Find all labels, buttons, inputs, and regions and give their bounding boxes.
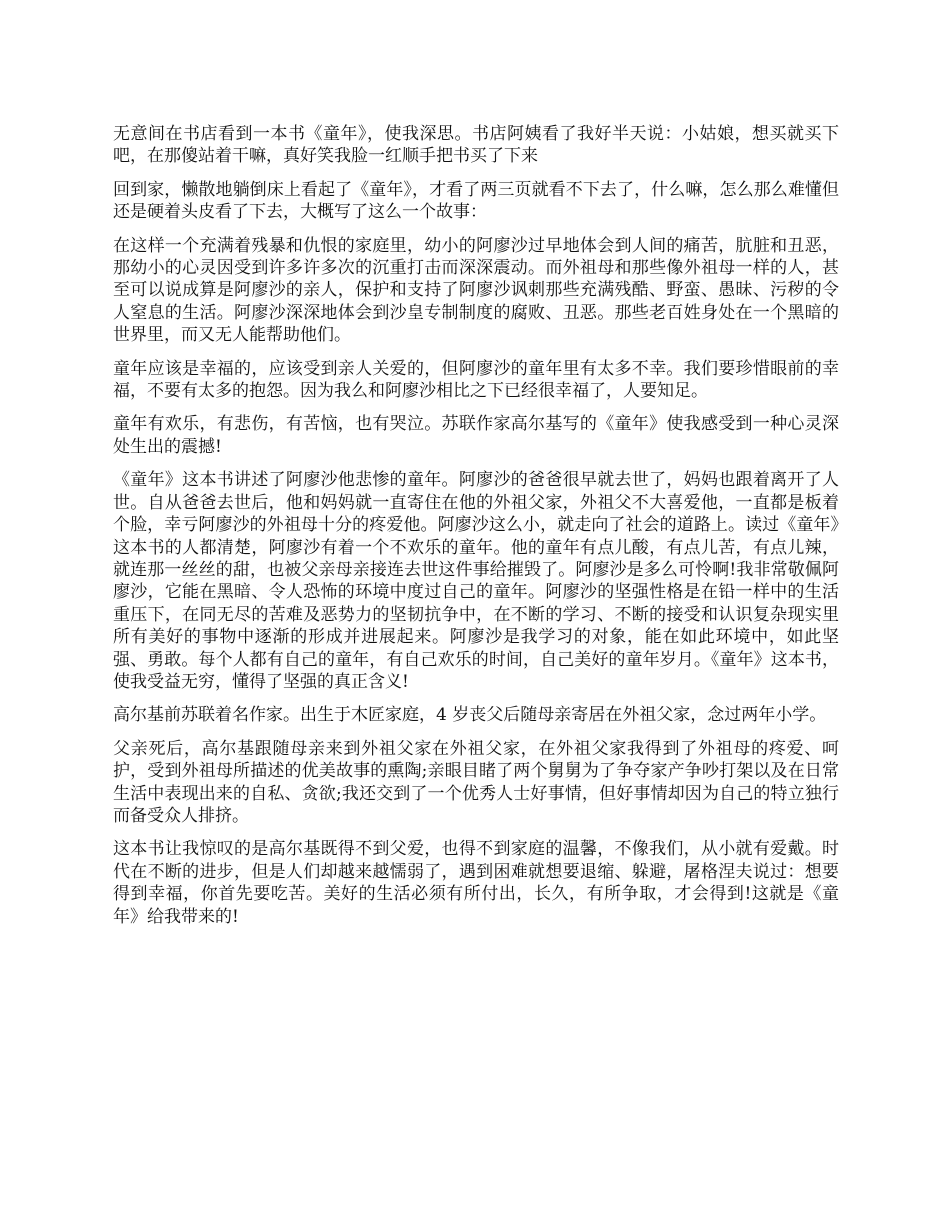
paragraph: 父亲死后，高尔基跟随母亲来到外祖父家在外祖父家，在外祖父家我得到了外祖母的疼爱、呵护，受到外祖母所描述的优美故事的熏陶;亲眼目睹了两个舅舅为了争夺家产争吵打架以及在日常生活中表现出来的自私、贪欲;我还交到了一个优秀人士好事情，但好事情却因为自己的特立独行而备受众人排挤。 bbox=[113, 738, 839, 826]
paragraph: 无意间在书店看到一本书《童年》，使我深思。书店阿姨看了我好半天说：小姑娘，想买就买下吧，在那傻站着干嘛，真好笑我脸一红顺手把书买了下来 bbox=[113, 124, 839, 167]
paragraph: 高尔基前苏联着名作家。出生于木匠家庭，4 岁丧父后随母亲寄居在外祖父家，念过两年小学。 bbox=[113, 705, 827, 726]
paragraph: 回到家，懒散地躺倒床上看起了《童年》，才看了两三页就看不下去了，什么嘛，怎么那么难懂但还是硬着头皮看了下去，大概写了这么一个故事： bbox=[113, 179, 839, 223]
paragraph: 这本书让我惊叹的是高尔基既得不到父爱，也得不到家庭的温馨，不像我们，从小就有爱戴。时代在不断的进步，但是人们却越来越懦弱了，遇到困难就想要退缩、躲避，屠格涅夫说过：想要得到幸福，你首先要吃苦。美好的生活必须有所付出，长久，有所争取，才会得到!这就是《童年》给我带来的! bbox=[113, 839, 839, 927]
paragraph: 在这样一个充满着残暴和仇恨的家庭里，幼小的阿廖沙过早地体会到人间的痛苦，肮脏和丑恶，那幼小的心灵因受到许多许多次的沉重打击而深深震动。而外祖母和那些像外祖母一样的人，甚至可以说成算是阿廖沙的亲人，保护和支持了阿廖沙讽刺那些充满残酷、野蛮、愚昧、污秽的令人窒息的生活。阿廖沙深深地体会到沙皇专制制度的腐败、丑恶。那些老百姓身处在一个黑暗的世界里，而又无人能帮助他们。 bbox=[113, 235, 839, 346]
document-page bbox=[113, 123, 839, 939]
paragraph: 童年有欢乐，有悲伤，有苦恼，也有哭泣。苏联作家高尔基写的《童年》使我感受到一种心灵深处生出的震撼! bbox=[113, 414, 839, 457]
paragraph: 《童年》这本书讲述了阿廖沙他悲惨的童年。阿廖沙的爸爸很早就去世了，妈妈也跟着离开了人世。自从爸爸去世后，他和妈妈就一直寄住在他的外祖父家，外祖父不大喜爱他，一直都是板着个脸，幸亏阿廖沙的外祖母十分的疼爱他。阿廖沙这么小，就走向了社会的道路上。读过《童年》这本书的人都清楚，阿廖沙有着一个不欢乐的童年。他的童年有点儿酸，有点儿苦，有点儿辣，就连那一丝丝的甜，也被父亲母亲接连去世这件事给摧毁了。阿廖沙是多么可怜啊!我非常敬佩阿廖沙，它能在黑暗、令人恐怖的环境中度过自己的童年。阿廖沙的坚强性格是在铅一样中的生活重压下，在同无尽的苦难及恶势力的坚韧抗争中，在不断的学习、不断的接受和认识复杂现实里所有美好的事物中逐渐的形成并进展起来。阿廖沙是我学习的对象，能在如此环境中，如此坚强、勇敢。每个人都有自己的童年，有自己欢乐的时间，自己美好的童年岁月。《童年》这本书，使我受益无穷，懂得了坚强的真正含义! bbox=[113, 470, 839, 692]
paragraph: 童年应该是幸福的，应该受到亲人关爱的，但阿廖沙的童年里有太多不幸。我们要珍惜眼前的幸福，不要有太多的抱怨。因为我么和阿廖沙相比之下已经很幸福了，人要知足。 bbox=[113, 358, 839, 402]
